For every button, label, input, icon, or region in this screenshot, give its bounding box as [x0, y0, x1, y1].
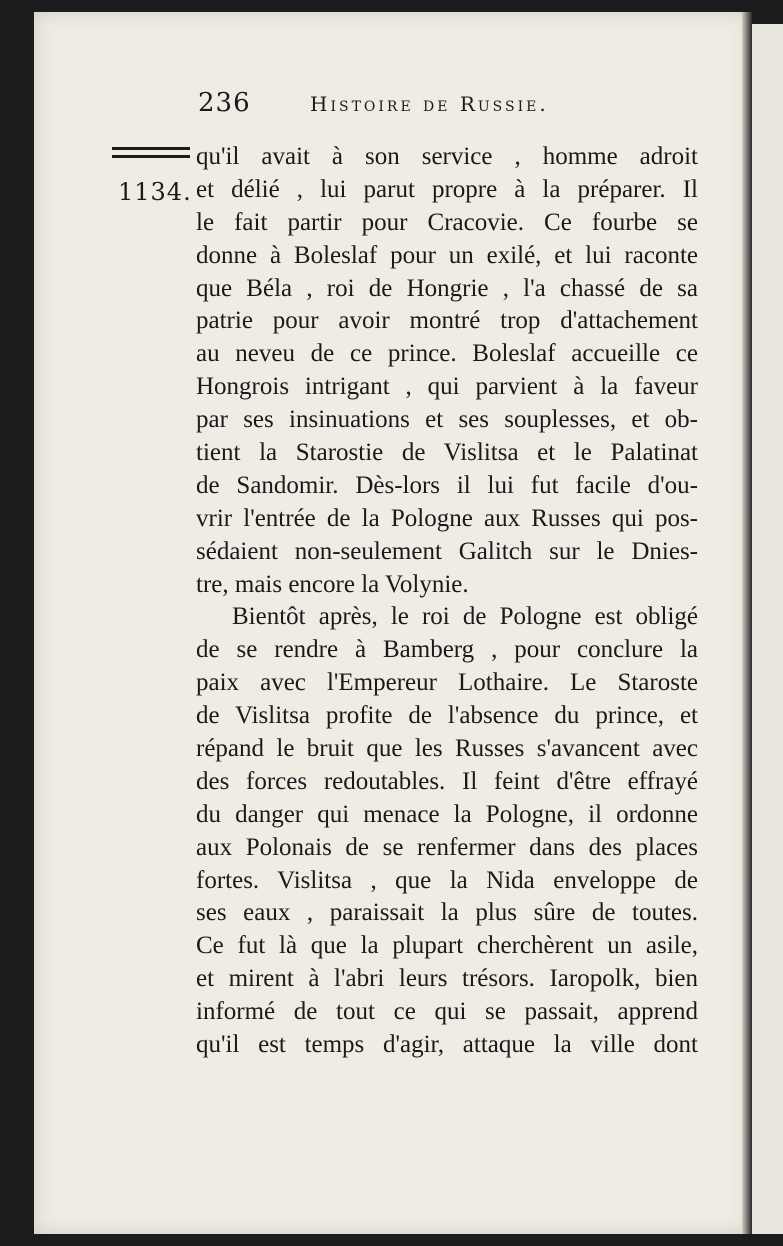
text-line: donne à Boleslaf pour un exilé, et lui raconte [196, 241, 698, 269]
text-line: et délié , lui parut propre à la préparer. Il [196, 175, 698, 203]
text-line: fortes. Vislitsa , que la Nida enveloppe de [196, 866, 698, 894]
text-line: aux Polonais de se renfermer dans des places [196, 833, 698, 861]
text-line: des forces redoutables. Il feint d'être effrayé [196, 767, 698, 795]
margin-rule [112, 147, 190, 150]
text-line: le fait partir pour Cracovie. Ce fourbe se [196, 208, 698, 236]
text-line: répand le bruit que les Russes s'avancent avec [196, 735, 698, 763]
text-line: du danger qui menace la Pologne, il ordonne [196, 800, 698, 828]
text-line: de se rendre à Bamberg , pour conclure la [196, 636, 698, 664]
body-text [196, 141, 698, 1062]
text-line: vrir l'entrée de la Pologne aux Russes qui pos- [196, 504, 698, 532]
text-line: et mirent à l'abri leurs trésors. Iaropolk, bien [196, 965, 698, 993]
running-head [198, 88, 698, 124]
text-line: qu'il avait à son service , homme adroit [196, 143, 698, 170]
text-line: Ce fut là que la plupart cherchèrent un asile, [196, 932, 698, 960]
text-line: paix avec l'Empereur Lothaire. Le Staroste [196, 669, 698, 697]
text-line: qu'il est temps d'agir, attaque la ville dont [196, 1031, 698, 1059]
text-line-paragraph-start: Bientôt après, le roi de Pologne est obligé [232, 603, 698, 631]
text-line: ses eaux , paraissait la plus sûre de toutes. [196, 899, 698, 927]
page-number: 236 [198, 88, 251, 118]
gutter-shadow [742, 12, 752, 1234]
header-title: Histoire de Russie. [310, 92, 549, 116]
text-line: de Vislitsa profite de l'absence du prince, et [196, 702, 698, 730]
text-line: sédaient non-seulement Galitch sur le Dnies- [196, 537, 698, 565]
text-line: de Sandomir. Dès-lors il lui fut facile d'ou- [196, 471, 698, 499]
text-line: que Béla , roi de Hongrie , l'a chassé de sa [196, 274, 698, 302]
text-line: par ses insinuations et ses souplesses, et ob- [196, 406, 698, 434]
margin-rule [112, 155, 190, 158]
text-line: au neveu de ce prince. Boleslaf accueille ce [196, 340, 698, 368]
facing-page-edge [752, 24, 783, 1234]
text-line: Hongrois intrigant , qui parvient à la faveur [196, 373, 698, 401]
text-line: tient la Starostie de Vislitsa et le Palatinat [196, 439, 698, 467]
text-line: informé de tout ce qui se passait, apprend [196, 998, 698, 1026]
margin-year-note: 1134. [118, 178, 192, 206]
text-line: patrie pour avoir montré trop d'attachement [196, 307, 698, 335]
text-line-paragraph-end: tre, mais encore la Volynie. [196, 570, 469, 598]
